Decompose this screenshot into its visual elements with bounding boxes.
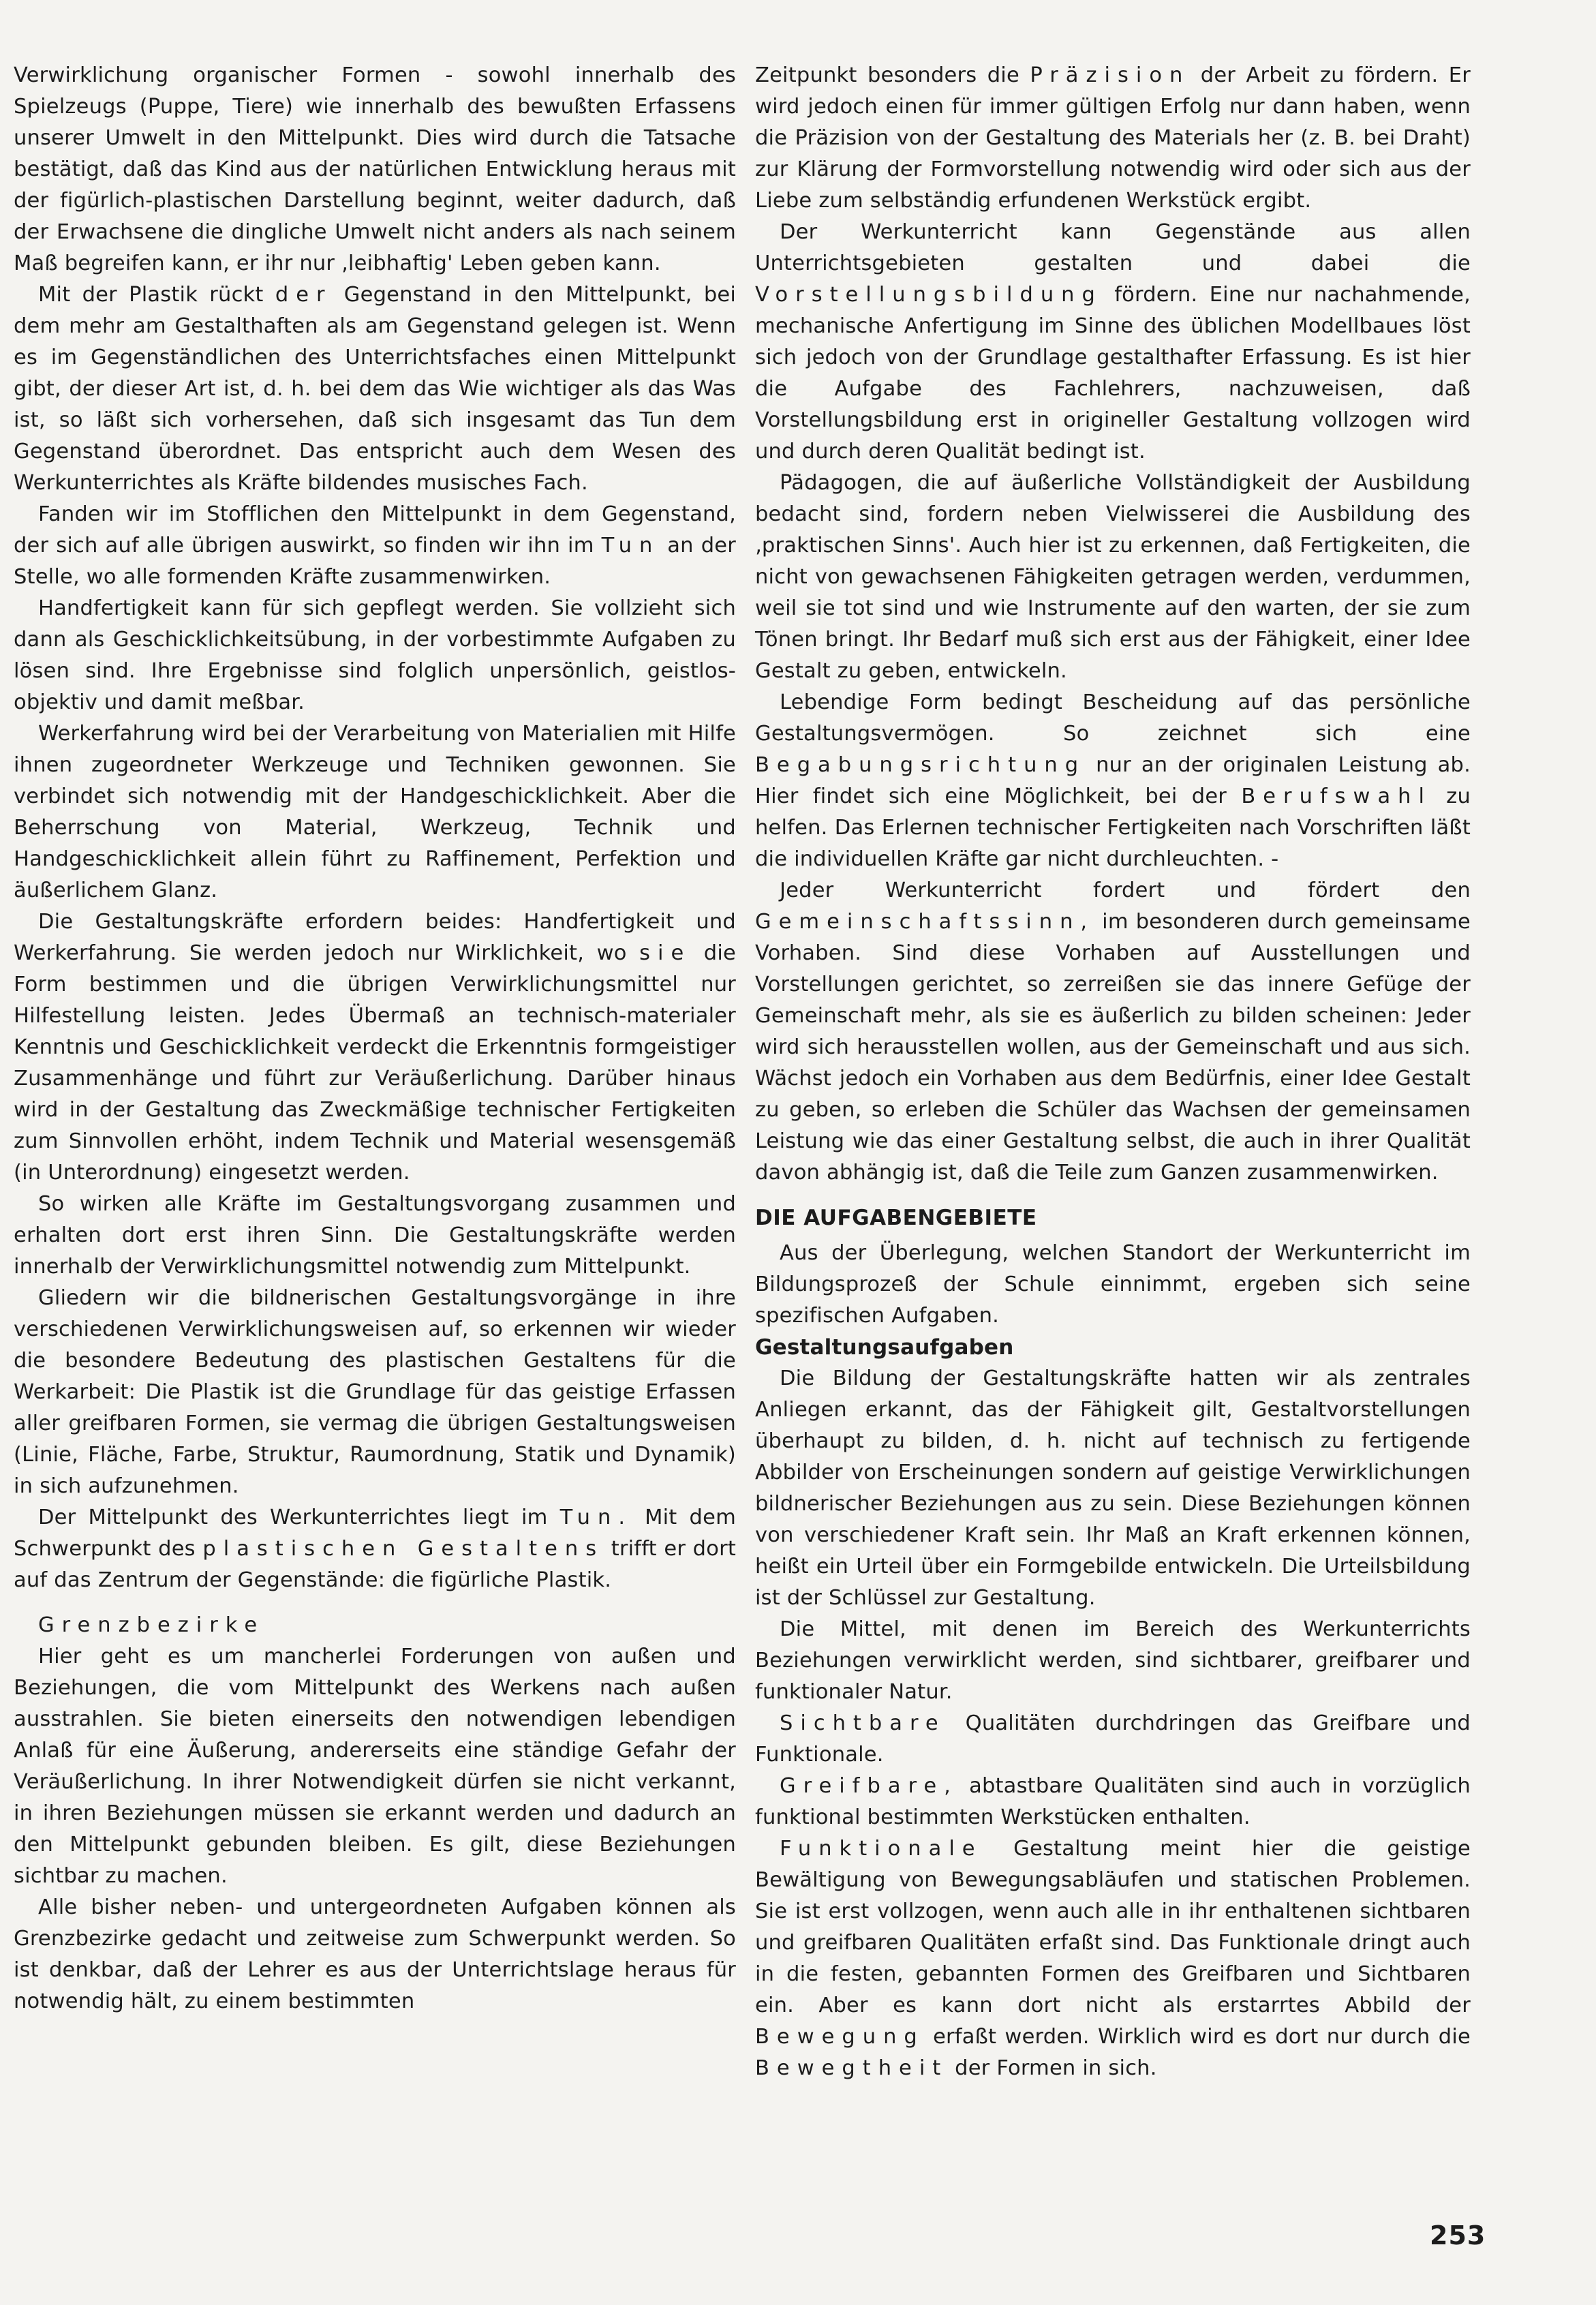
paragraph: Fanden wir im Stofflichen den Mittelpunkt in dem Gegenstand, der sich auf alle übrigen auswirkt, so finden wir ihn im Tun an der Stelle, wo alle formenden Kräfte zusammenwirken. <box>14 502 736 589</box>
spaced-emphasis: Bewegtheit <box>755 2056 949 2080</box>
spaced-emphasis: Sichtbare <box>780 1711 946 1735</box>
section-heading-aufgabengebiete: DIE AUFGABENGEBIETE <box>755 1206 1037 1230</box>
paragraph: So wirken alle Kräfte im Gestaltungsvorgang zusammen und erhalten dort erst ihren Sinn. Die Gestaltungskräfte werden innerhalb der Verwirklichungsmittel notwendig zum Mittelpunkt. <box>14 1192 736 1279</box>
spaced-emphasis: der <box>275 283 333 307</box>
paragraph: Der Werkunterricht kann Gegenstände aus allen Unterrichtsgebieten gestalten und dabei die Vorstellungsbildung fördern. Eine nur nachahmende, mechanische Anfertigung im Sinne des üblichen Modellbaues löst sich jedoch von der Grundlage gestalthafter Erfassung. Es ist hier die Aufgabe des Fachlehrers, nachzuweisen, daß Vorstellungsbildung erst in origineller Gestaltung vollzogen wird und durch deren Qualität bedingt ist. <box>755 220 1471 463</box>
heading-grenzbezirke: Grenzbezirke <box>38 1613 265 1637</box>
spaced-emphasis: Greifbare, <box>780 1774 958 1798</box>
spaced-emphasis: Tun <box>601 534 660 558</box>
spaced-emphasis: plastischen Gestaltens <box>202 1537 604 1561</box>
paragraph: Die Gestaltungskräfte erfordern beides: Handfertigkeit und Werkerfahrung. Sie werden jedoch nur Wirklichkeit, wo sie die Form bestimmen und die übrigen Verwirklichungsmittel nur Hilfestellung leisten. Jedes Übermaß an technisch-materialer Kenntnis und Geschicklichkeit verdeckt die Erkenntnis formgeistiger Zusammenhänge und führt zur Veräußerlichung. Darüber hinaus wird in der Gestaltung das Zweckmäßige technischer Fertigkeiten zum Sinnvollen erhöht, indem Technik und Material wesensgemäß (in Unterordnung) eingesetzt werden. <box>14 910 736 1185</box>
paragraph: Zeitpunkt besonders die Präzision der Arbeit zu fördern. Er wird jedoch einen für immer gültigen Erfolg nur dann haben, wenn die Präzision von der Gestaltung des Materials her (z. B. bei Draht) zur Klärung der Formvorstellung notwendig wird oder sich aus der Liebe zum selbständig erfundenen Werkstück ergibt. <box>755 63 1471 213</box>
paragraph: Lebendige Form bedingt Bescheidung auf das persönliche Gestaltungsvermögen. So zeichnet sich eine Begabungsrichtung nur an der originalen Leistung ab. Hier findet sich eine Möglichkeit, bei der Berufswahl zu helfen. Das Erlernen technischer Fertigkeiten nach Vorschriften läßt die individuellen Kräfte gar nicht durchleuchten. - <box>755 690 1471 871</box>
paragraph: Pädagogen, die auf äußerliche Vollständigkeit der Ausbildung bedacht sind, fordern neben Vielwisserei die Ausbildung des ‚praktischen Sinns'. Auch hier ist zu erkennen, daß Fertigkeiten, die nicht von gewachsenen Fähigkeiten getragen werden, verdummen, weil sie tot sind und wie Instrumente auf den warten, der sie zum Tönen bringt. Ihr Bedarf muß sich erst aus der Fähigkeit, einer Idee Gestalt zu geben, entwickeln. <box>755 471 1471 683</box>
page-number: 253 <box>1430 2220 1486 2250</box>
paragraph: Der Mittelpunkt des Werkunterrichtes liegt im Tun. Mit dem Schwerpunkt des plastischen Gestaltens trifft er dort auf das Zentrum der Gegenstände: die figürliche Plastik. <box>14 1506 737 1592</box>
paragraph: Alle bisher neben- und untergeordneten Aufgaben können als Grenzbezirke gedacht und zeitweise zum Schwerpunkt werden. So ist denkbar, daß der Lehrer es aus der Unterrichtslage heraus für notwendig hält, zu einem bestimmten <box>14 1895 736 2013</box>
paragraph: Die Bildung der Gestaltungskräfte hatten wir als zentrales Anliegen erkannt, das der Fähigkeit gilt, Gestaltvorstellungen überhaupt zu bilden, d. h. nicht auf technisch zu fertigende Abbilder von Erscheinungen sondern auf geistige Verwirklichungen bildnerischer Beziehungen aus zu sein. Diese Beziehungen können von verschiedener Kraft sein. Ihr Maß an Kraft erkennen können, heißt ein Urteil über ein Formgebilde entwickeln. Die Urteilsbildung ist der Schlüssel zur Gestaltung. <box>755 1367 1471 1610</box>
spaced-emphasis: Gemeinschaftssinn, <box>755 910 1095 934</box>
spaced-emphasis: Begabungsrichtung <box>755 753 1086 777</box>
spaced-emphasis: Funktionale <box>780 1837 983 1861</box>
paragraph: Sichtbare Qualitäten durchdringen das Greifbare und Funktionale. <box>755 1711 1471 1767</box>
spaced-emphasis: Bewegung <box>755 2025 925 2049</box>
paragraph: Gliedern wir die bildnerischen Gestaltungsvorgänge in ihre verschiedenen Verwirklichungsweisen auf, so erkennen wir wieder die besondere Bedeutung des plastischen Gestaltens für die Werkarbeit: Die Plastik ist die Grundlage für das geistige Erfassen aller greifbaren Formen, sie vermag die übrigen Gestaltungsweisen (Linie, Fläche, Farbe, Struktur, Raumordnung, Statik und Dynamik) in sich aufzunehmen. <box>14 1286 736 1498</box>
spaced-emphasis: Vorstellungsbildung <box>755 283 1103 307</box>
paragraph: Handfertigkeit kann für sich gepflegt werden. Sie vollzieht sich dann als Geschicklichkeitsübung, in der vorbestimmte Aufgaben zu lösen sind. Ihre Ergebnisse sind folglich unpersönlich, geistlos-objektiv und damit meßbar. <box>14 596 736 714</box>
paragraph: Hier geht es um mancherlei Forderungen von außen und Beziehungen, die vom Mittelpunkt des Werkens nach außen ausstrahlen. Sie bieten einerseits den notwendigen lebendigen Anlaß für eine Äußerung, andererseits eine ständige Gefahr der Veräußerlichung. In ihrer Notwendigkeit dürfen sie nicht verkannt, in ihren Beziehungen müssen sie erkannt werden und dadurch an den Mittelpunkt gebunden bleiben. Es gilt, diese Beziehungen sichtbar zu machen. <box>14 1645 736 1888</box>
subheading-gestaltungsaufgaben: Gestaltungsaufgaben <box>755 1335 1014 1360</box>
spaced-emphasis: Tun. <box>559 1506 633 1529</box>
paragraph: Verwirklichung organischer Formen - sowohl innerhalb des Spielzeugs (Puppe, Tiere) wie innerhalb des bewußten Erfassens unserer Umwelt in den Mittelpunkt. Dies wird durch die Tatsache bestätigt, daß das Kind aus der natürlichen Entwicklung heraus mit der figürlich-plastischen Darstellung beginnt, weiter dadurch, daß der Erwachsene die dingliche Umwelt nicht anders als nach seinem Maß begreifen kann, er ihr nur ‚leibhaftig' Leben geben kann. <box>14 63 736 275</box>
left-column <box>14 60 736 2017</box>
paragraph: Die Mittel, mit denen im Bereich des Werkunterrichts Beziehungen verwirklicht werden, sind sichtbarer, greifbarer und funktionaler Natur. <box>755 1617 1471 1704</box>
paragraph: Funktionale Gestaltung meint hier die geistige Bewältigung von Bewegungsabläufen und statischen Problemen. Sie ist erst vollzogen, wenn auch alle in ihr enthaltenen sichtbaren und greifbaren Qualitäten erfaßt sind. Das Funktionale dringt auch in die festen, gebannten Formen des Greifbaren und Sichtbaren ein. Aber es kann dort nicht als erstarrtes Abbild der Bewegung erfaßt werden. Wirklich wird es dort nur durch die Bewegtheit der Formen in sich. <box>755 1837 1471 2080</box>
paragraph: Werkerfahrung wird bei der Verarbeitung von Materialien mit Hilfe ihnen zugeordneter Werkzeuge und Techniken gewonnen. Sie verbindet sich notwendig mit der Handgeschicklichkeit. Aber die Beherrschung von Material, Werkzeug, Technik und Handgeschicklichkeit allein führt zu Raffinement, Perfektion und äußerlichem Glanz. <box>14 722 736 902</box>
paragraph: Jeder Werkunterricht fordert und fördert den Gemeinschaftssinn, im besonderen durch gemeinsame Vorhaben. Sind diese Vorhaben auf Ausstellungen und Vorstellungen gerichtet, so zerreißen sie das innere Gefüge der Gemeinschaft mehr, als sie es äußerlich zu bilden scheinen: Jeder wird sich herausstellen wollen, aus der Gemeinschaft und aus sich. Wächst jedoch ein Vorhaben aus dem Bedürfnis, einer Idee Gestalt zu geben, so erleben die Schüler das Wachsen der gemeinsamen Leistung wie das einer Gestaltung selbst, die auch in ihrer Qualität davon abhängig ist, daß die Teile zum Ganzen zusammenwirken. <box>755 879 1471 1185</box>
paragraph: Greifbare, abtastbare Qualitäten sind auch in vorzüglich funktional bestimmten Werkstücken enthalten. <box>755 1774 1471 1829</box>
spaced-emphasis: sie <box>639 941 692 965</box>
paragraph: Mit der Plastik rückt der Gegenstand in den Mittelpunkt, bei dem mehr am Gestalthaften als am Gegenstand gelegen ist. Wenn es im Gegenständlichen des Unterrichtsfaches einen Mittelpunkt gibt, der dieser Art ist, d. h. bei dem das Wie wichtiger als das Was ist, so läßt sich vorhersehen, daß sich insgesamt das Tun dem Gegenstand überordnet. Das entspricht auch dem Wesen des Werkunterrichtes als Kräfte bildendes musisches Fach. <box>14 283 737 495</box>
spaced-emphasis: Präzision <box>1030 63 1191 87</box>
right-column <box>755 60 1471 2084</box>
spaced-emphasis: Berufswahl <box>1241 784 1432 808</box>
paragraph: Aus der Überlegung, welchen Standort der Werkunterricht im Bildungsprozeß der Schule einnimmt, ergeben sich seine spezifischen Aufgaben. <box>755 1241 1471 1328</box>
